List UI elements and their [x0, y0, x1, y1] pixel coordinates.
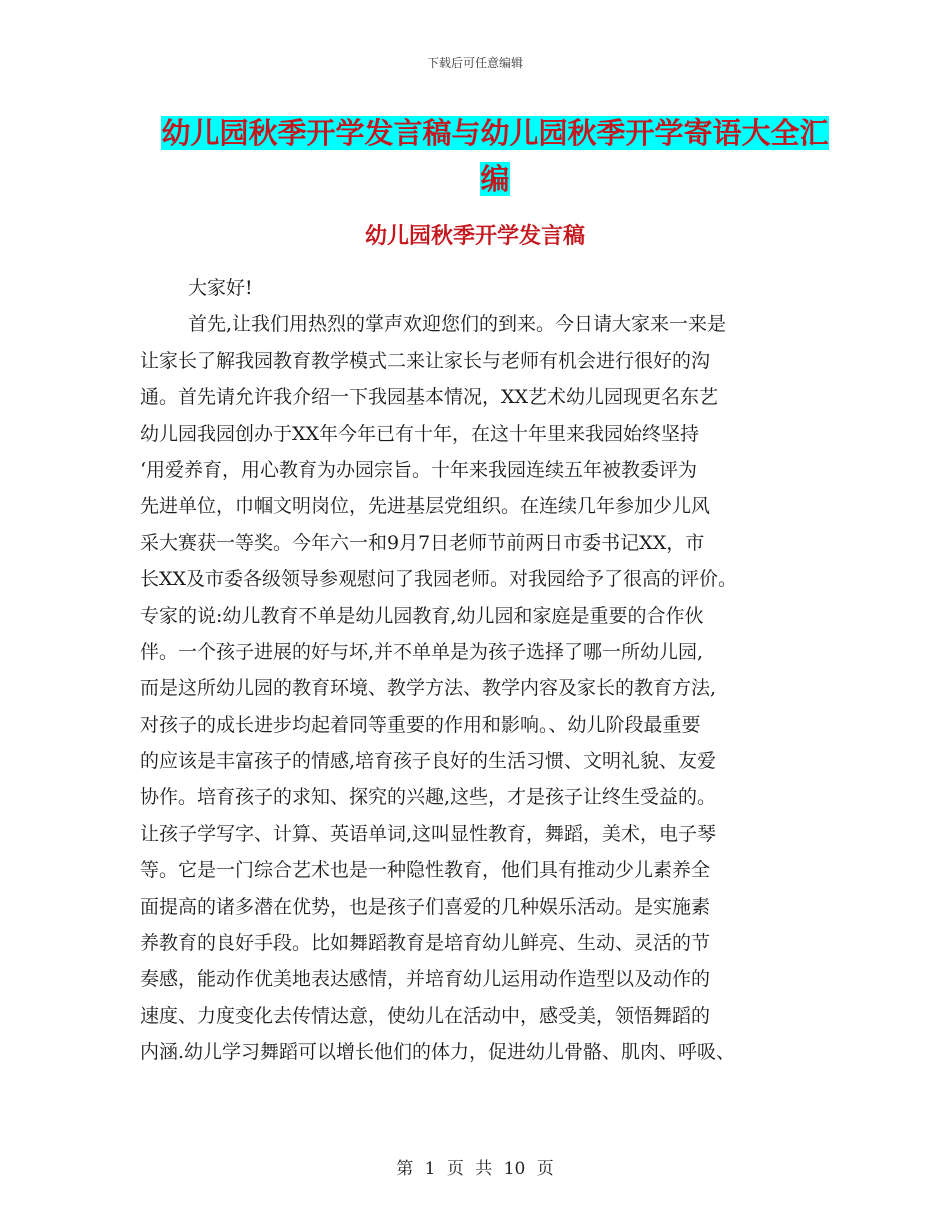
text-line: 内涵.幼儿学习舞蹈可以增长他们的体力，促进幼儿骨骼、肌肉、呼吸、	[140, 1041, 736, 1064]
text-line: 先进单位，巾帼文明岗位，先进基层党组织。在连续几年参加少儿风	[140, 495, 711, 518]
text-line: 奏感，能动作优美地表达感情，并培育幼儿运用动作造型以及动作的	[140, 968, 711, 991]
text-line: 采大赛获一等奖。今年六一和9月7日老师节前两日市委书记XX，市	[140, 531, 705, 554]
section-title: 幼儿园秋季开学发言稿	[364, 223, 585, 249]
text-line: 的应该是丰富孩子的情感,培育孩子良好的生活习惯、文明礼貌、友爱	[140, 750, 717, 773]
text-line: 伴。一个孩子进展的好与坏,并不单单是为孩子选择了哪一所幼儿园,	[140, 640, 704, 663]
document-title-line-1: 幼儿园秋季开学发言稿与幼儿园秋季开学寄语大全汇	[161, 116, 829, 150]
text-line: 首先,让我们用热烈的掌声欢迎您们的到来。今日请大家来一来是	[188, 313, 727, 336]
text-line: 让家长了解我园教育教学模式二来让家长与老师有机会进行很好的沟	[140, 349, 711, 372]
text-line: 幼儿园我园创办于XX年今年已有十年，在这十年里来我园始终坚持	[140, 422, 700, 445]
text-line: 对孩子的成长进步均起着同等重要的作用和影响。、幼儿阶段最重要	[140, 713, 701, 736]
text-line: 大家好!	[188, 277, 253, 299]
body-text	[140, 270, 820, 1071]
document-title-line-2: 编	[480, 162, 510, 196]
text-line: 速度、力度变化去传情达意，使幼儿在活动中，感受美，领悟舞蹈的	[140, 1004, 711, 1027]
text-line: 而是这所幼儿园的教育环境、教学方法、教学内容及家长的教育方法,	[140, 677, 717, 700]
document-title	[150, 110, 840, 202]
text-line: 专家的说:幼儿教育不单是幼儿园教育,幼儿园和家庭是重要的合作伙	[140, 604, 704, 627]
text-line: ‘用爱养育，用心教育为办园宗旨。十年来我园连续五年被教委评为	[140, 458, 698, 481]
text-line: 协作。培育孩子的求知、探究的兴趣,这些，才是孩子让终生受益的。	[140, 786, 717, 809]
text-line: 面提高的诸多潜在优势，也是孩子们喜爱的几种娱乐活动。是实施素	[140, 895, 711, 918]
header-note: 下载后可任意编辑	[426, 56, 523, 70]
text-line: 让孩子学写字、计算、英语单词,这叫显性教育，舞蹈，美术，电子琴	[140, 822, 717, 845]
text-line: 通。首先请允许我介绍一下我园基本情况，XX艺术幼儿园现更名东艺	[140, 386, 719, 409]
text-line: 长XX及市委各级领导参观慰问了我园老师。对我园给予了很高的评价。	[140, 568, 738, 591]
text-line: 等。它是一门综合艺术也是一种隐性教育，他们具有推动少儿素养全	[140, 859, 711, 882]
page-number-footer: 第 1 页 共 10 页	[396, 1159, 554, 1179]
text-line: 养教育的良好手段。比如舞蹈教育是培育幼儿鲜亮、生动、灵活的节	[140, 932, 711, 955]
